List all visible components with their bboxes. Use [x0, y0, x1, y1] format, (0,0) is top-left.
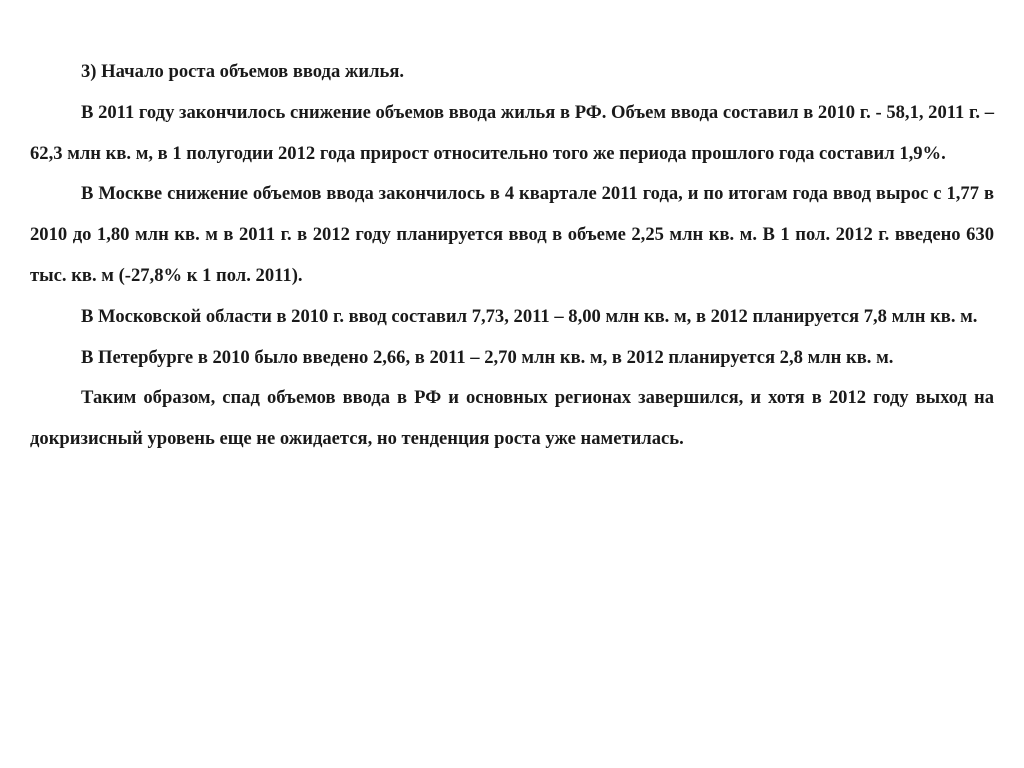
paragraph-petersburg: В Петербурге в 2010 было введено 2,66, в 2011 – 2,70 млн кв. м, в 2012 планируется 2,8 млн кв. м. [81, 346, 894, 368]
paragraph-moscow: В Москве снижение объемов ввода закончилось в 4 квартале 2011 года, и по итогам года ввод вырос с 1,77 в 2010 до 1,80 млн кв. м в 2011 г. в 2012 году планируется ввод в объеме 2,25 млн кв. м. В 1 пол. 2012 г. введено 630 тыс. кв. м (-27,8% к 1 пол. 2011). [30, 183, 994, 286]
paragraph-conclusion: Таким образом, спад объемов ввода в РФ и основных регионах завершился, и хотя в 2012 году выход на докризисный уровень еще не ожидается, но тенденция роста уже наметилась. [30, 387, 994, 450]
paragraph-russia-housing: В 2011 году закончилось снижение объемов ввода жилья в РФ. Объем ввода составил в 2010 г. - 58,1, 2011 г. – 62,3 млн кв. м, в 1 полугодии 2012 года прирост относительно того же периода прошлого года составил 1,9%. [30, 101, 994, 164]
section-heading: 3) Начало роста объемов ввода жилья. [81, 61, 405, 82]
paragraph-moscow-region: В Московской области в 2010 г. ввод составил 7,73, 2011 – 8,00 млн кв. м, в 2012 планируется 7,8 млн кв. м. [81, 305, 978, 327]
text-body [30, 52, 994, 460]
